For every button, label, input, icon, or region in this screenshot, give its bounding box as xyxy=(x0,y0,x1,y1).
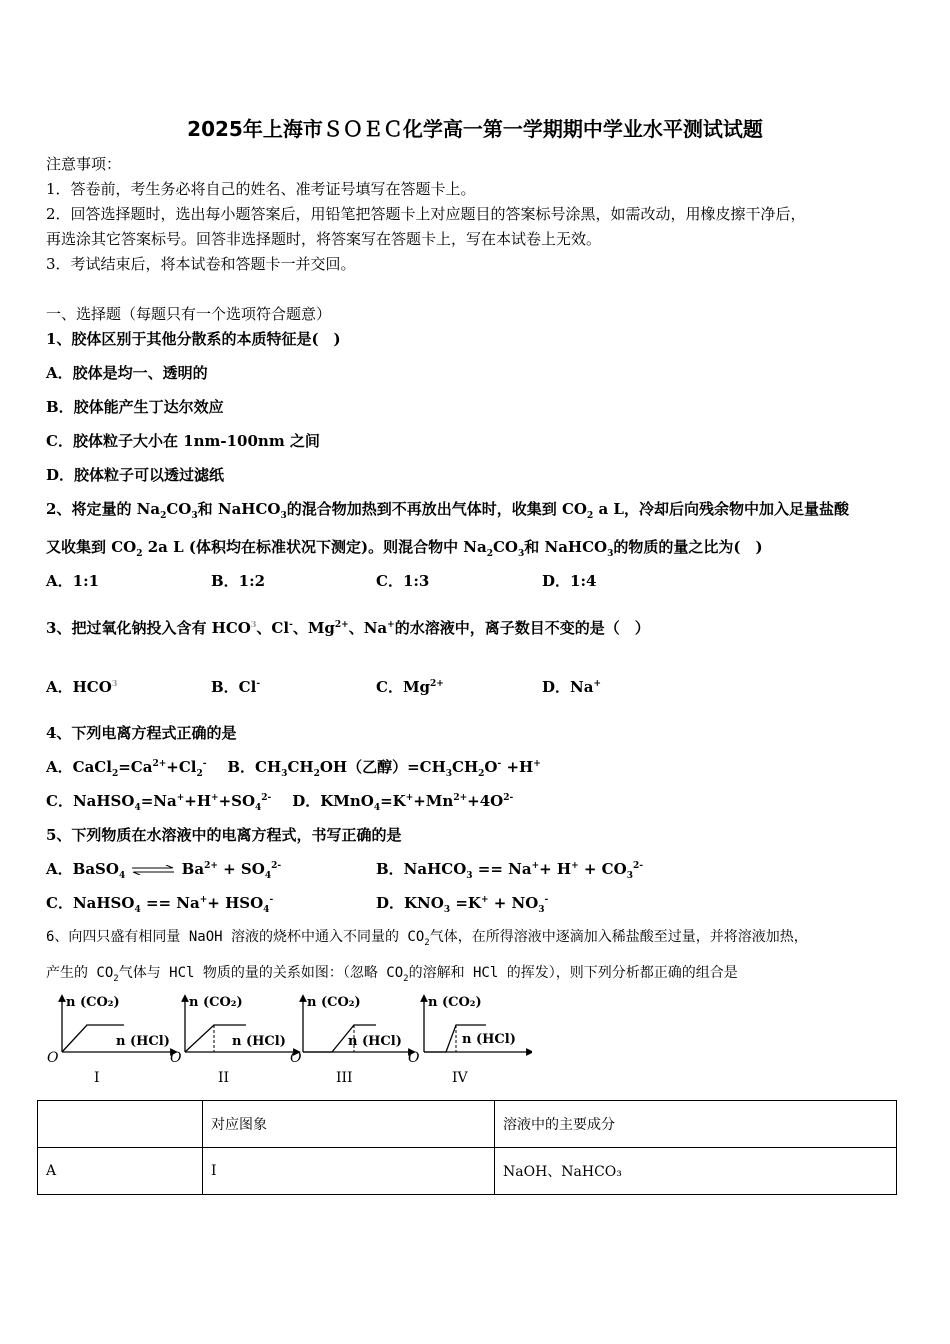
table-row xyxy=(38,1148,897,1195)
page-title: 2025年上海市ＳＯＥＣ化学高一第一学期期中学业水平测试试题 xyxy=(187,117,763,141)
svg-text:n (HCl): n (HCl) xyxy=(462,1032,516,1047)
table-cell: A xyxy=(38,1148,203,1195)
graph-4 xyxy=(408,995,530,1086)
q6-stem-line2: 产生的 $CO_2$气体与 HCl 物质的量的关系如图：（忽略 $CO_2$的溶解和 HCl 的挥发），则下列分析都正确的组合是 xyxy=(46,965,738,984)
q5-stem: 5、下列物质在水溶液中的电离方程式，书写正确的是 xyxy=(46,826,402,844)
graph-2 xyxy=(170,995,297,1086)
q4-options-cd: C．$NaHSO_4=Na^++H^++SO_4^{2-}$ D．$KMnO_4=K^++Mn^{2+}+4O^{2-}$ xyxy=(46,792,514,813)
graph-1-label: I xyxy=(94,1070,100,1086)
q6-graphs xyxy=(42,990,532,1090)
q3-option-c: C．$Mg^{2+}$ xyxy=(376,678,444,696)
table-cell: NaOH、NaHCO₃ xyxy=(495,1148,897,1195)
q1-option-a: A．胶体是均一、透明的 xyxy=(46,364,208,382)
q2-stem-line2: 又收集到 $CO_2$ 2a L (体积均在标准状况下测定)。则混合物中 $Na_2CO_3$和 NaHCO$_3$的物质的量之比为( ) xyxy=(46,538,763,559)
q1-option-b: B．胶体能产生丁达尔效应 xyxy=(46,398,224,416)
graph-1-y-label: n (CO₂) xyxy=(66,995,120,1010)
q3-option-a: A．HCO$^3$ xyxy=(46,678,118,696)
q4-stem: 4、下列电离方程式正确的是 xyxy=(46,724,237,742)
q1-option-c: C．胶体粒子大小在 1nm-100nm 之间 xyxy=(46,432,320,450)
q5-option-b: B．NaHCO$_3$ == $Na^++ H^+ + CO_3^{2-}$ xyxy=(376,860,643,881)
graph-1-origin: O xyxy=(47,1050,59,1066)
svg-text:n (CO₂): n (CO₂) xyxy=(307,995,361,1010)
svg-text:n (CO₂): n (CO₂) xyxy=(189,995,243,1010)
q5-option-a: A．BaSO$_4$ $Ba^{2+} + SO_4^{2-}$ xyxy=(46,860,282,881)
graph-1-x-label: n (HCl) xyxy=(116,1034,170,1049)
svg-text:O: O xyxy=(170,1050,182,1066)
graph-1 xyxy=(47,995,174,1086)
answer-table xyxy=(37,1100,897,1195)
table-cell: Ⅰ xyxy=(203,1148,495,1195)
q3-option-d: D．Na+ xyxy=(542,678,601,696)
notice-item-3: 3．考试结束后，将本试卷和答题卡一并交回。 xyxy=(46,255,356,273)
equilibrium-arrow-icon xyxy=(130,865,176,875)
svg-text:n (CO₂): n (CO₂) xyxy=(428,995,482,1010)
q4-options-ab: A．$CaCl_2=Ca^{2+}+Cl_2^-$ B．$CH_3CH_2OH$（乙醇）$=CH_3CH_2O^- +H^+$ xyxy=(46,758,541,779)
svg-text:IV: IV xyxy=(452,1070,468,1086)
q5-option-d: D．$KNO_3 =K^+ + NO_3^-$ xyxy=(376,894,549,915)
q2-option-a: A．1:1 xyxy=(46,572,100,590)
table-header-cell: 溶液中的主要成分 xyxy=(495,1101,897,1148)
q2-option-b: B．1:2 xyxy=(211,572,266,590)
svg-text:III: III xyxy=(336,1070,353,1086)
q1-option-d: D．胶体粒子可以透过滤纸 xyxy=(46,466,225,484)
notice-item-2a: 2．回答选择题时，选出每小题答案后，用铅笔把答题卡上对应题目的答案标号涂黑，如需改动，用橡皮擦干净后， xyxy=(46,205,806,223)
q5-option-c: C．NaHSO$_4$ == $Na^++ HSO_4^-$ xyxy=(46,894,274,915)
q2-stem-line1: 2、将定量的 $Na_2CO_3$和 NaHCO$_3$的混合物加热到不再放出气体时，收集到 $CO_2$ a L，冷却后向残余物中加入足量盐酸 xyxy=(46,500,849,521)
graph-3 xyxy=(290,995,412,1086)
svg-text:n (HCl): n (HCl) xyxy=(232,1034,286,1049)
notice-item-2b: 再选涂其它答案标号。回答非选择题时，将答案写在答题卡上，写在本试卷上无效。 xyxy=(46,230,602,248)
svg-text:O: O xyxy=(290,1050,302,1066)
q3-stem: 3、把过氧化钠投入含有 HCO$^3$、Cl-、$Mg^{2+}$、Na+的水溶液中，离子数目不变的是（ ） xyxy=(46,619,650,637)
q2-option-d: D．1:4 xyxy=(542,572,597,590)
q2-option-c: C．1:3 xyxy=(376,572,430,590)
notice-heading: 注意事项： xyxy=(46,155,122,173)
q3-option-b: B．Cl- xyxy=(211,678,261,696)
q6-stem-line1: 6、向四只盛有相同量 NaOH 溶液的烧杯中通入不同量的 $CO_2$气体，在所得溶液中逐滴加入稀盐酸至过量，并将溶液加热， xyxy=(46,929,808,948)
svg-text:II: II xyxy=(218,1070,230,1086)
table-header-cell xyxy=(38,1101,203,1148)
svg-text:O: O xyxy=(408,1050,420,1066)
svg-text:n (HCl): n (HCl) xyxy=(348,1034,402,1049)
q1-stem: 1、胶体区别于其他分散系的本质特征是( ) xyxy=(46,330,341,348)
section-heading: 一、选择题（每题只有一个选项符合题意） xyxy=(46,305,332,323)
table-header-cell: 对应图象 xyxy=(203,1101,495,1148)
notice-item-1: 1．答卷前，考生务必将自己的姓名、准考证号填写在答题卡上。 xyxy=(46,180,476,198)
table-header-row xyxy=(38,1101,897,1148)
